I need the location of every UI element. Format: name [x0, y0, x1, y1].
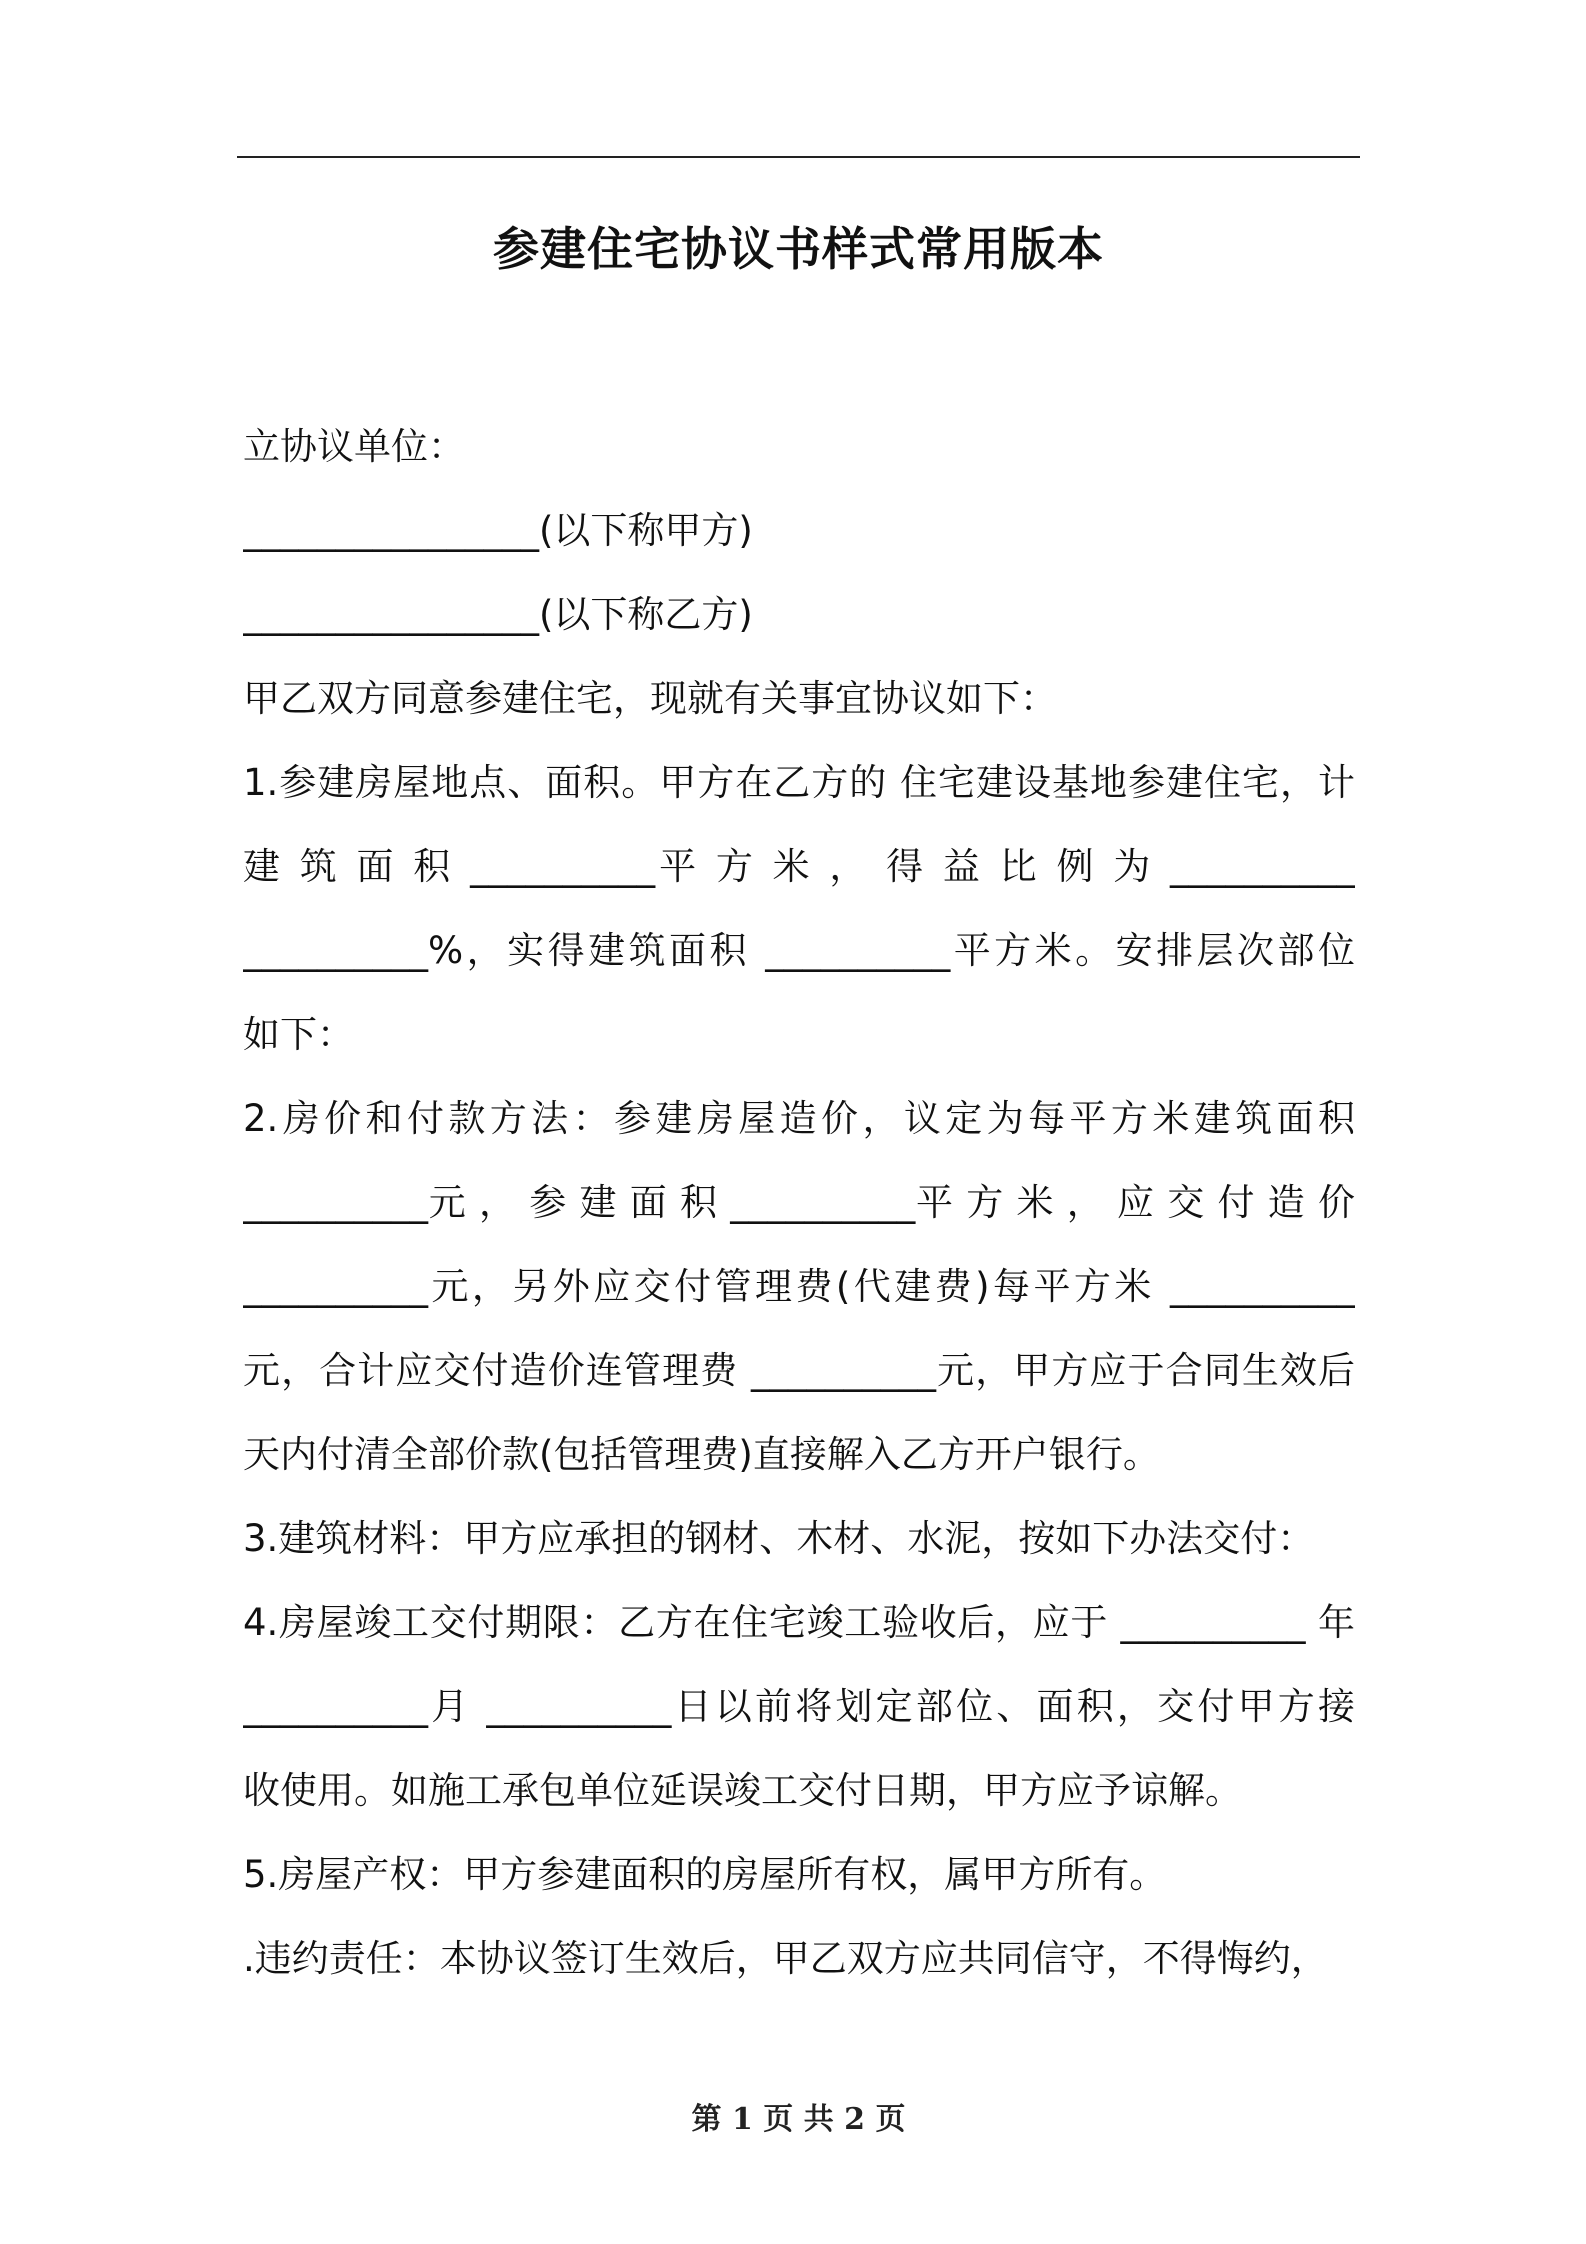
body-line-clause-5: 5.房屋产权：甲方参建面积的房屋所有权，属甲方所有。	[243, 1853, 1167, 1896]
header-rule	[237, 156, 1360, 158]
page-footer: 第 1 页 共 2 页	[691, 2102, 906, 2137]
body-line-party-b: ________________(以下称乙方)	[243, 593, 753, 636]
body-line-parties-label: 立协议单位：	[243, 425, 465, 468]
body-line-clause-4: 4.房屋竣工交付期限：乙方在住宅竣工验收后，应于 __________ 年	[243, 1601, 1355, 1644]
body-line-clause-6: .违约责任：本协议签订生效后，甲乙双方应共同信守，不得悔约，	[243, 1937, 1328, 1980]
body-line-clause-2-cont: __________元 ， 参 建 面 积 __________平 方 米 ， 应 交 付 造 价	[243, 1181, 1355, 1224]
body-line-clause-1-end: 如下：	[243, 1013, 354, 1056]
body-line-intro: 甲乙双方同意参建住宅，现就有关事宜协议如下：	[243, 677, 1057, 720]
document-body	[243, 405, 1355, 2001]
body-line-clause-4-cont: __________月 __________日以前将划定部位、面积，交付甲方接	[243, 1685, 1355, 1728]
body-line-clause-1-cont: 建 筑 面 积 __________平 方 米 ， 得 益 比 例 为 __________	[243, 845, 1355, 888]
body-line-clause-4-end: 收使用。如施工承包单位延误竣工交付日期，甲方应予谅解。	[243, 1769, 1242, 1812]
body-line-clause-3: 3.建筑材料：甲方应承担的钢材、木材、水泥，按如下办法交付：	[243, 1517, 1315, 1560]
body-line-clause-2-cont: __________元，另外应交付管理费(代建费)每平方米 __________	[243, 1265, 1355, 1308]
body-line-clause-2-cont: 元，合计应交付造价连管理费 __________元，甲方应于合同生效后	[243, 1349, 1355, 1392]
body-line-clause-1: 1.参建房屋地点、面积。甲方在乙方的 住宅建设基地参建住宅，计	[243, 761, 1355, 804]
body-line-party-a: ________________(以下称甲方)	[243, 509, 753, 552]
body-line-clause-2-end: 天内付清全部价款(包括管理费)直接解入乙方开户银行。	[243, 1433, 1160, 1476]
body-line-clause-1-cont: __________%，实得建筑面积 __________平方米。安排层次部位	[243, 929, 1355, 972]
document-title: 参建住宅协议书样式常用版本	[493, 222, 1104, 276]
body-line-clause-2: 2.房价和付款方法：参建房屋造价，议定为每平方米建筑面积	[243, 1097, 1355, 1140]
